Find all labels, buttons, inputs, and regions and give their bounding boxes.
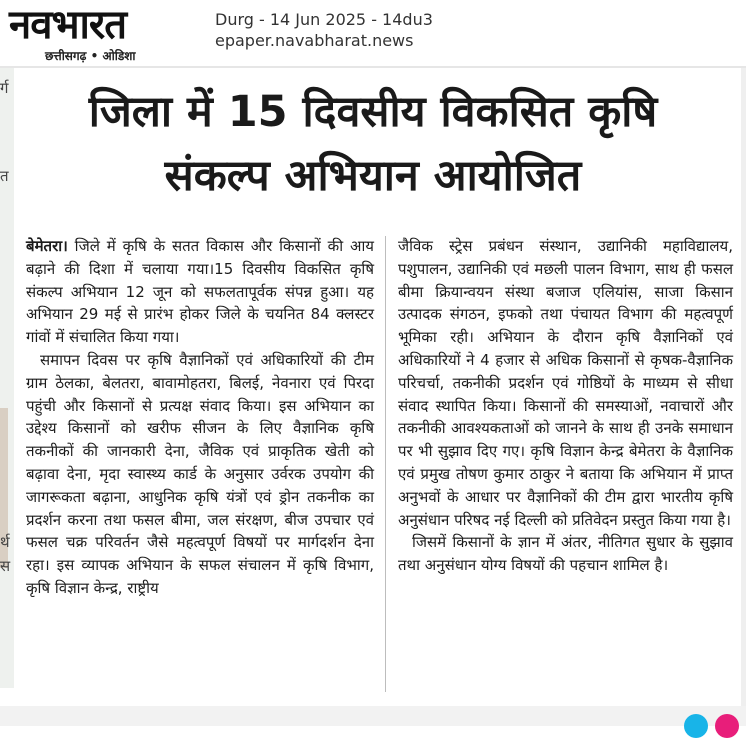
adjacent-article-strip [0,68,14,688]
logo-wordmark: नवभारत [9,2,127,48]
site-link[interactable]: epaper.navabharat.news [215,31,414,50]
paragraph-text: जिले में कृषि के सतत विकास और किसानों की आय बढ़ाने की दिशा में चलाया गया।15 दिवसीय विकसित कृषि संकल्प अभियान 12 जून को सफलतापूर्वक संपन्न हुआ। यह अभियान 29 मई से प्रारंभ होकर जिले के चयनित 84 क्लस्टर गांवों में संचालित किया गया। [26,237,374,347]
article-paragraph: जिसमें किसानों के ज्ञान में अंतर, नीतिगत सुधार के सुझाव तथा अनुसंधान योग्य विषयों की पहचान शामिल है। [398,533,733,575]
dateline: बेमेतरा। [26,237,68,255]
article-column-left [26,235,374,600]
strip-text: र्थ [0,533,10,551]
article-paragraph: समापन दिवस पर कृषि वैज्ञानिकों एवं अधिकारियों की टीम ग्राम ठेलका, बेलतरा, बावामोहतरा, बिलई, नेवनारा एवं पिरदा पहुंची और किसानों से प्रत्यक्ष संवाद किया। इस अभियान का उद्देश्य किसानों को खरीफ सीजन के लिए वैज्ञानिक कृषि तकनीकों की जानकारी देना, जैविक एवं प्राकृतिक खेती को बढ़ावा देना, मृदा स्वास्थ्य कार्ड के अनुसार उर्वरक उपयोग की जागरूकता बढ़ाना, आधुनिक कृषि यंत्रों एवं ड्रोन तकनीक का प्रदर्शन करना तथा फसल बीमा, जल संरक्षण, बीज उपचार एवं फसल चक्र परिवर्तन जैसे महत्वपूर्ण विषयों पर मार्गदर्शन देना रहा। इस व्यापक अभियान के सफल संचालन में कृषि विभाग, कृषि विज्ञान केन्द्र, राष्ट्रीय [26,350,374,597]
headline-line-1: जिला में 15 दिवसीय विकसित कृषि [88,87,658,137]
edition-info [215,9,433,51]
logo-tagline: छत्तीसगढ़ • ओडिशा [45,49,136,63]
article-column-right [398,235,733,577]
strip-text: स [0,557,11,575]
masthead [0,0,746,66]
strip-text: र्ग [0,79,9,97]
edition-line: Durg - 14 Jun 2025 - 14du3 [215,10,433,29]
masthead-divider [0,66,746,68]
share-circle-icon[interactable] [715,714,739,738]
footer-bar [0,706,746,726]
share-circle-icon[interactable] [684,714,708,738]
article-headline [18,80,728,208]
strip-text: त [0,167,9,185]
newspaper-logo[interactable] [5,3,197,63]
adjacent-page-edge [741,68,746,708]
column-divider [385,236,386,692]
headline-line-2: संकल्प अभियान आयोजित [164,151,582,201]
article-paragraph [26,235,374,349]
article-paragraph: जैविक स्ट्रेस प्रबंधन संस्थान, उद्यानिकी महाविद्यालय, पशुपालन, उद्यानिकी एवं मछली पालन विभाग, साथ ही फसल बीमा क्रियान्वयन संस्था बजाज एलियांस, साजा किसान उत्पादक संगठन, इफको तथा पंचायत विभाग की महत्वपूर्ण भूमिका रही। अभियान के दौरान कृषि वैज्ञानिकों एवं अधिकारियों ने 4 हजार से अधिक किसानों से कृषक-वैज्ञानिक परिचर्चा, तकनीकी प्रदर्शन एवं गोष्ठियों के माध्यम से सीधा संवाद स्थापित किया। किसानों की समस्याओं, नवाचारों और तकनीकी आवश्यकताओं को जानने के साथ ही उनके समाधान पर भी सुझाव दिए गए। कृषि विज्ञान केन्द्र बेमेतरा के वैज्ञानिक एवं प्रमुख तोषण कुमार ठाकुर ने बताया कि अभियान में प्राप्त अनुभवों के आधार पर वैज्ञानिकों की टीम द्वारा भारतीय कृषि अनुसंधान परिषद नई दिल्ली को प्रतिवेदन प्रस्तुत किया गया है। [398,237,733,529]
